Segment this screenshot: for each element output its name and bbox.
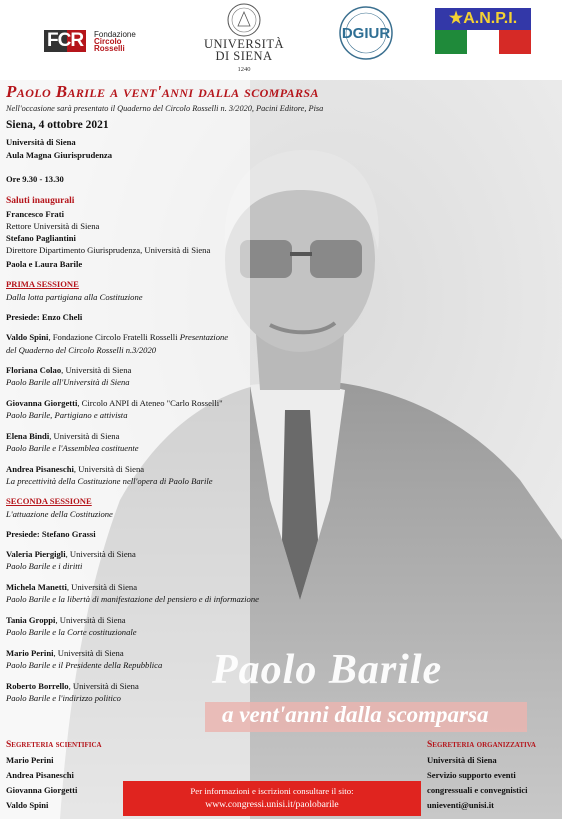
universita-siena-logo xyxy=(196,0,292,80)
info-text: Per informazioni e iscrizioni consultare il sito: xyxy=(190,786,354,796)
event-subtitle: Nell'occasione sarà presentato il Quaderno del Circolo Rosselli n. 3/2020, Pacini Editore, Pisa xyxy=(6,104,324,113)
talk-row xyxy=(6,549,136,560)
talk-row xyxy=(6,615,126,626)
speaker-name: Tania Groppi xyxy=(6,615,56,625)
talk-title: Paolo Barile e la libertà di manifestazione del pensiero e di informazione xyxy=(6,594,259,604)
organizzativa-line: congressuali e convegnistici xyxy=(427,785,528,795)
speaker-name: Valdo Spini xyxy=(6,332,49,342)
segreteria-organizzativa-heading: Segreteria organizzativa xyxy=(427,740,536,750)
prima-sessione-theme: Dalla lotta partigiana alla Costituzione xyxy=(6,292,143,302)
event-date: Siena, 4 ottobre 2021 xyxy=(6,119,109,131)
event-time: Ore 9.30 - 13.30 xyxy=(6,174,64,184)
speaker-name: Elena Bindi xyxy=(6,431,50,441)
saluti-role-1: Rettore Università di Siena xyxy=(6,221,100,231)
fcr-mark: FCR xyxy=(44,30,86,52)
talk-title: Paolo Barile e la Corte costituzionale xyxy=(6,627,137,637)
header-logos xyxy=(0,0,562,80)
event-title: Paolo Barile a vent'anni dalla scomparsa xyxy=(6,82,319,101)
speaker-name: Roberto Borrello xyxy=(6,681,69,691)
event-venue-1: Università di Siena xyxy=(6,137,76,147)
fcr-line3: Rosselli xyxy=(94,44,125,53)
dgiur-text: DGIUR xyxy=(341,25,391,42)
event-venue-2: Aula Magna Giurisprudenza xyxy=(6,150,113,160)
scientifica-name: Giovanna Giorgetti xyxy=(6,785,78,795)
prima-chair: Presiede: Enzo Cheli xyxy=(6,312,83,322)
speaker-affiliation: , Fondazione Circolo Fratelli Rosselli xyxy=(48,332,180,342)
speaker-affiliation: , Università di Siena xyxy=(65,549,136,559)
talk-title: Paolo Barile e l'indirizzo politico xyxy=(6,693,121,703)
anpi-text: ★A.N.P.I. xyxy=(435,8,531,30)
saluti-name-3: Paola e Laura Barile xyxy=(6,259,83,269)
speaker-affiliation: , Università di Siena xyxy=(49,431,120,441)
seconda-chair: Presiede: Stefano Grassi xyxy=(6,529,96,539)
saluti-heading: Saluti inaugurali xyxy=(6,196,75,206)
speaker-affiliation: , Università di Siena xyxy=(55,615,126,625)
fcr-line2: Circolo xyxy=(94,37,122,46)
unisi-year: 1240 xyxy=(237,66,251,73)
talk-title: Presentazione xyxy=(179,332,229,342)
speaker-name: Valeria Piergigli xyxy=(6,549,66,559)
talk-row xyxy=(6,648,124,659)
info-box xyxy=(123,781,421,816)
speaker-affiliation: , Università di Siena xyxy=(53,648,124,658)
speaker-affiliation: , Università di Siena xyxy=(68,681,139,691)
speaker-affiliation: , Università di Siena xyxy=(61,365,132,375)
speaker-name: Floriana Colao xyxy=(6,365,62,375)
unisi-line2: DI SIENA xyxy=(215,49,273,63)
saluti-name-1: Francesco Frati xyxy=(6,209,64,219)
talk-row xyxy=(6,365,131,376)
talk-row xyxy=(6,398,223,409)
speaker-affiliation: , Università di Siena xyxy=(73,464,145,474)
info-url-link[interactable]: www.congressi.unisi.it/paolobarile xyxy=(205,799,339,810)
organizzativa-line: Servizio supporto eventi xyxy=(427,770,516,780)
organizzativa-email[interactable]: unieventi@unisi.it xyxy=(427,800,494,810)
overlay-name: Paolo Barile xyxy=(212,647,443,693)
talk-title: Paolo Barile all'Università di Siena xyxy=(6,377,130,387)
seconda-sessione-theme: L'attuazione della Costituzione xyxy=(6,509,113,519)
talk-row xyxy=(6,332,228,343)
seal-icon xyxy=(224,2,264,38)
talk-title: Paolo Barile e i diritti xyxy=(6,561,83,571)
italian-flag-icon xyxy=(435,30,531,54)
talk-row xyxy=(6,464,144,475)
fcr-line1: Fondazione xyxy=(94,30,136,39)
talk-title: Paolo Barile, Partigiano e attivista xyxy=(6,410,128,420)
speaker-affiliation: , Università di Siena xyxy=(66,582,138,592)
speaker-affiliation: , Circolo ANPI di Ateneo "Carlo Rosselli" xyxy=(77,398,223,408)
talk-title-cont: del Quaderno del Circolo Rosselli n.3/2020 xyxy=(6,345,157,355)
fondazione-circolo-rosselli-logo xyxy=(44,30,162,52)
talk-title: Paolo Barile e l'Assemblea costituente xyxy=(6,443,139,453)
segreteria-scientifica-heading: Segreteria scientifica xyxy=(6,740,102,750)
scientifica-name: Valdo Spini xyxy=(6,800,49,810)
overlay-subtitle: a vent'anni dalla scomparsa xyxy=(222,702,489,727)
saluti-name-2: Stefano Pagliantini xyxy=(6,233,76,243)
speaker-name: Michela Manetti xyxy=(6,582,67,592)
organizzativa-line: Università di Siena xyxy=(427,755,497,765)
talk-title: La precettività della Costituzione nell'opera di Paolo Barile xyxy=(6,476,213,486)
speaker-name: Giovanna Giorgetti xyxy=(6,398,78,408)
speaker-name: Mario Perini xyxy=(6,648,54,658)
scientifica-name: Andrea Pisaneschi xyxy=(6,770,74,780)
talk-title: Paolo Barile e il Presidente della Repubblica xyxy=(6,660,163,670)
prima-sessione-heading: PRIMA SESSIONE xyxy=(6,279,79,289)
scientifica-name: Mario Perini xyxy=(6,755,54,765)
talk-row xyxy=(6,681,139,692)
talk-row xyxy=(6,582,137,593)
seconda-sessione-heading: SECONDA SESSIONE xyxy=(6,496,92,506)
anpi-logo xyxy=(435,8,531,54)
talk-row xyxy=(6,431,119,442)
saluti-role-2: Direttore Dipartimento Giurisprudenza, Università di Siena xyxy=(6,245,211,255)
dgiur-logo xyxy=(328,5,404,61)
speaker-name: Andrea Pisaneschi xyxy=(6,464,74,474)
unisi-line1: UNIVERSITÀ xyxy=(204,37,284,51)
